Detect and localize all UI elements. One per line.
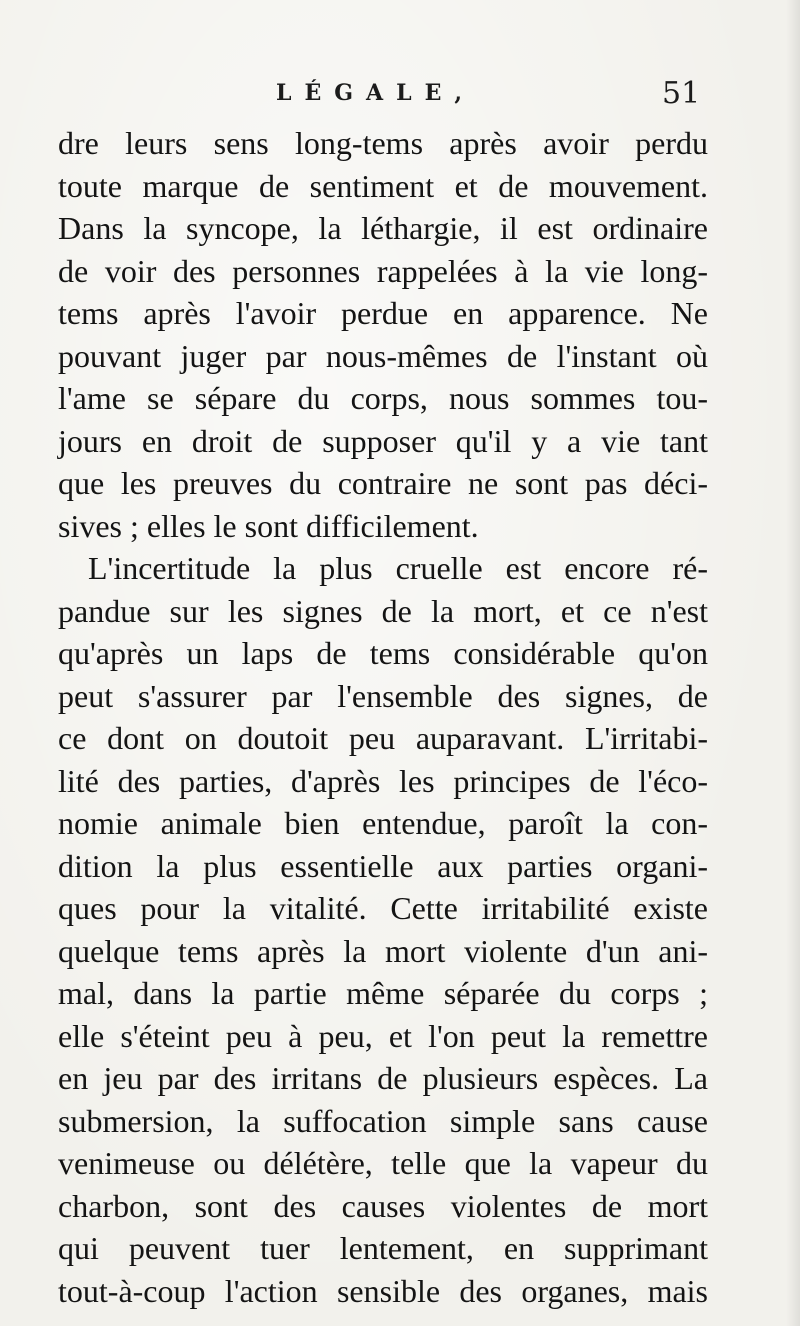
text-line: charbon, sont des causes violentes de mort xyxy=(58,1187,708,1224)
text-line: quelque tems après la mort violente d'un ani- xyxy=(58,932,708,969)
text-line: lité des parties, d'après les principes de l'éco- xyxy=(58,762,708,799)
text-line: ce dont on doutoit peu auparavant. L'irritabi- xyxy=(58,720,708,756)
page-number: 51 xyxy=(662,76,701,111)
text-line: dre leurs sens long-tems après avoir perdu xyxy=(58,125,708,161)
text-line: qui peuvent tuer lentement, en supprimant xyxy=(58,1230,708,1266)
running-title: LÉGALE, xyxy=(276,80,475,106)
text-line: mal, dans la partie même séparée du corps ; xyxy=(58,975,708,1011)
text-line: qu'après un laps de tems considérable qu'on xyxy=(58,635,708,671)
text-line: de voir des personnes rappelées à la vie long- xyxy=(58,252,708,289)
paragraph-start-line: L'incertitude la plus cruelle est encore ré- xyxy=(88,550,708,586)
text-line: pouvant juger par nous-mêmes de l'instant où xyxy=(58,337,708,374)
text-line: venimeuse ou délétère, telle que la vapeur du xyxy=(58,1145,708,1181)
body-text xyxy=(58,122,708,1312)
page-header xyxy=(0,78,800,114)
text-line: en jeu par des irritans de plusieurs espèces. La xyxy=(58,1060,708,1096)
text-line: elle s'éteint peu à peu, et l'on peut la remettre xyxy=(58,1017,708,1054)
page-edge-shadow xyxy=(786,0,800,1326)
text-line: tout-à-coup l'action sensible des organes, mais xyxy=(58,1272,708,1309)
text-line: jours en droit de supposer qu'il y a vie tant xyxy=(58,422,708,459)
text-line: peut s'assurer par l'ensemble des signes, de xyxy=(58,677,708,714)
text-line: submersion, la suffocation simple sans cause xyxy=(58,1102,708,1139)
text-line: que les preuves du contraire ne sont pas déci- xyxy=(58,465,708,501)
text-line: l'ame se sépare du corps, nous sommes tou- xyxy=(58,380,708,416)
text-line: ques pour la vitalité. Cette irritabilité existe xyxy=(58,890,708,926)
paragraph-end-line: sives ; elles le sont difficilement. xyxy=(58,507,479,544)
text-line: nomie animale bien entendue, paroît la con- xyxy=(58,805,708,841)
text-line: dition la plus essentielle aux parties organi- xyxy=(58,847,708,884)
text-line: toute marque de sentiment et de mouvement. xyxy=(58,167,708,204)
text-line: Dans la syncope, la léthargie, il est ordinaire xyxy=(58,210,708,246)
text-line: pandue sur les signes de la mort, et ce n'est xyxy=(58,592,708,629)
text-line: tems après l'avoir perdue en apparence. Ne xyxy=(58,295,708,331)
